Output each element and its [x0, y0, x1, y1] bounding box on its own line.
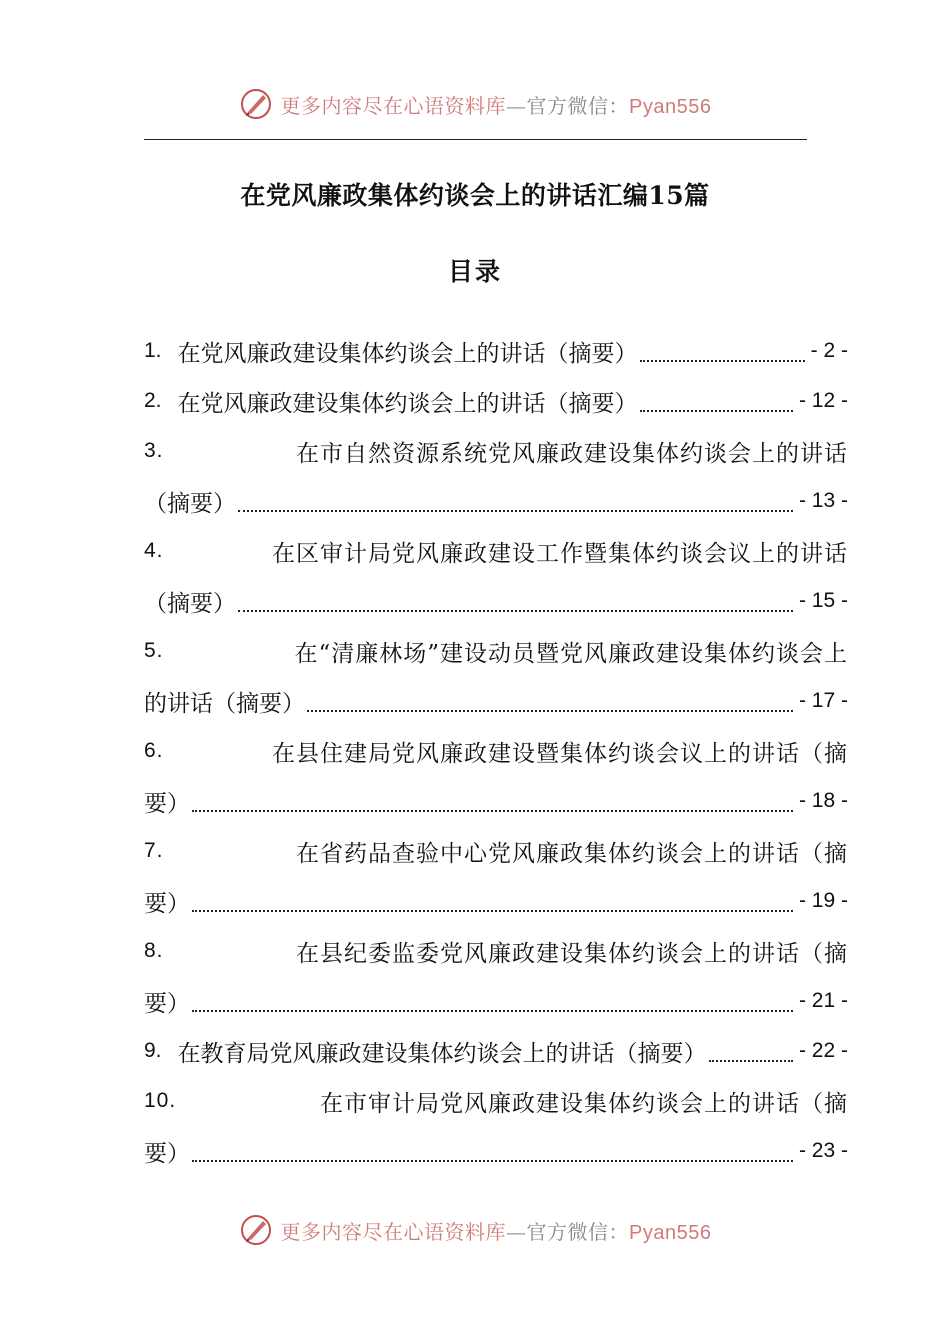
- toc-entry-page: - 15 -: [798, 589, 848, 612]
- watermark-text: 更多内容尽在心语资料库—官方微信：Pyan556: [280, 1219, 712, 1244]
- toc-entry[interactable]: [144, 1026, 848, 1076]
- dot-leader: [307, 688, 793, 712]
- toc-entry-title: 的讲话（摘要）: [144, 690, 305, 717]
- table-of-contents: [144, 326, 848, 1176]
- toc-entry[interactable]: [144, 426, 848, 526]
- header-rule: [144, 139, 807, 140]
- toc-entry-title: （摘要）: [144, 490, 236, 517]
- toc-entry-title: 在市审计局党风廉政建设集体约谈会上的讲话（摘: [320, 1090, 848, 1117]
- pen-logo-icon: [239, 87, 273, 121]
- toc-entry-page: - 12 -: [798, 389, 848, 412]
- dot-leader: [640, 388, 793, 412]
- header-watermark: [0, 84, 950, 124]
- toc-entry-page: - 22 -: [798, 1039, 848, 1062]
- toc-entry-number: 8.: [144, 939, 164, 962]
- toc-entry-page: - 21 -: [798, 989, 848, 1012]
- toc-entry[interactable]: [144, 376, 848, 426]
- toc-entry-title: 在党风廉政建设集体约谈会上的讲话（摘要）: [177, 390, 638, 417]
- toc-entry-number: 1.: [144, 339, 162, 362]
- toc-entry[interactable]: [144, 626, 848, 726]
- dot-leader: [238, 588, 793, 612]
- toc-entry-number: 10.: [144, 1089, 177, 1112]
- watermark-text: 更多内容尽在心语资料库—官方微信：Pyan556: [280, 93, 712, 118]
- dot-leader: [640, 338, 805, 362]
- toc-entry-title: 在县纪委监委党风廉政建设集体约谈会上的讲话（摘: [296, 940, 848, 967]
- toc-entry-number: 5.: [144, 639, 164, 662]
- toc-entry-page: - 23 -: [798, 1139, 848, 1162]
- toc-entry-title: 要）: [144, 990, 190, 1017]
- toc-entry-title: 在教育局党风廉政建设集体约谈会上的讲话（摘要）: [177, 1040, 707, 1067]
- toc-entry-title: 在县住建局党风廉政建设暨集体约谈会议上的讲话（摘: [272, 740, 848, 767]
- toc-entry[interactable]: [144, 526, 848, 626]
- toc-entry-number: 6.: [144, 739, 164, 762]
- toc-entry-title: （摘要）: [144, 590, 236, 617]
- dot-leader: [192, 788, 793, 812]
- pen-logo-icon: [239, 1213, 273, 1247]
- toc-entry-title: 在省药品查验中心党风廉政集体约谈会上的讲话（摘: [296, 840, 848, 867]
- toc-entry-number: 2.: [144, 389, 162, 412]
- dot-leader: [192, 888, 793, 912]
- toc-entry-title: 在区审计局党风廉政建设工作暨集体约谈会议上的讲话: [272, 540, 848, 567]
- dot-leader: [709, 1038, 793, 1062]
- toc-entry-number: 7.: [144, 839, 164, 862]
- toc-entry[interactable]: [144, 726, 848, 826]
- toc-entry-title: 在“清廉林场”建设动员暨党风廉政建设集体约谈会上: [294, 640, 848, 667]
- toc-entry-number: 4.: [144, 539, 164, 562]
- toc-entry[interactable]: [144, 826, 848, 926]
- toc-entry[interactable]: [144, 1076, 848, 1176]
- document-title: 在党风廉政集体约谈会上的讲话汇编15篇: [240, 181, 710, 210]
- toc-entry-title: 要）: [144, 790, 190, 817]
- toc-entry-page: - 2 -: [810, 339, 848, 362]
- toc-entry-title: 要）: [144, 1140, 190, 1167]
- dot-leader: [192, 988, 793, 1012]
- toc-entry-number: 9.: [144, 1039, 162, 1062]
- dot-leader: [192, 1138, 793, 1162]
- toc-entry-title: 在党风廉政建设集体约谈会上的讲话（摘要）: [177, 340, 638, 367]
- toc-entry-page: - 19 -: [798, 889, 848, 912]
- toc-entry-page: - 13 -: [798, 489, 848, 512]
- toc-entry-number: 3.: [144, 439, 164, 462]
- footer-watermark: [0, 1210, 950, 1250]
- toc-entry[interactable]: [144, 926, 848, 1026]
- toc-entry-page: - 17 -: [798, 689, 848, 712]
- toc-entry-title: 在市自然资源系统党风廉政建设集体约谈会上的讲话: [296, 440, 848, 467]
- toc-heading: 目录: [447, 257, 502, 286]
- toc-entry[interactable]: [144, 326, 848, 376]
- toc-entry-page: - 18 -: [798, 789, 848, 812]
- dot-leader: [238, 488, 793, 512]
- toc-entry-title: 要）: [144, 890, 190, 917]
